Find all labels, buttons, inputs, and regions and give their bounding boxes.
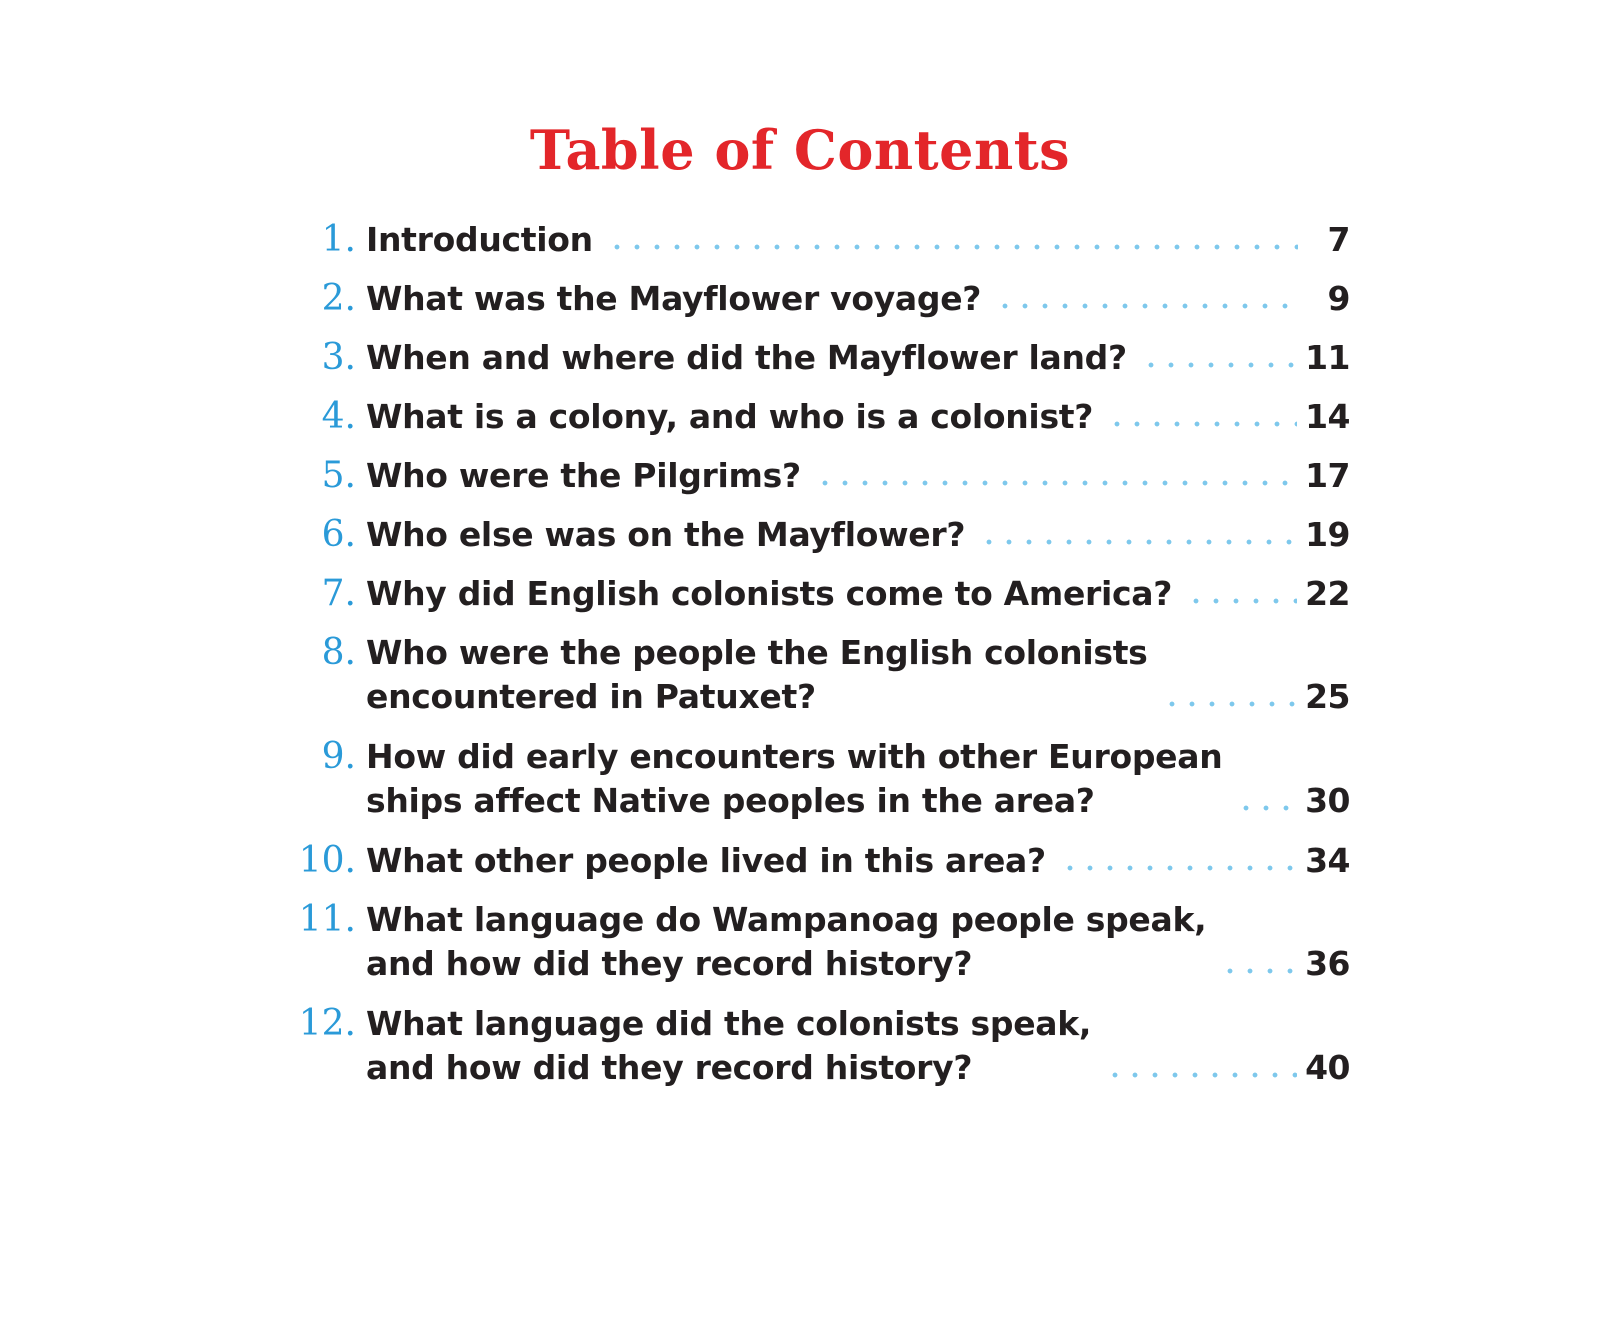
dot-leader [1220, 966, 1297, 976]
dot-leader [1141, 360, 1297, 370]
entry-title: What was the Mayflower voyage? [366, 279, 982, 318]
entry-number: 3. [321, 337, 356, 378]
page-title: Table of Contents [529, 118, 1071, 182]
entry-page: 17 [1305, 456, 1350, 495]
toc-entry-10[interactable] [300, 839, 1350, 883]
entry-title: What is a colony, and who is a colonist? [366, 397, 1094, 436]
entry-title: Who else was on the Mayflower? [366, 515, 966, 554]
entry-number: 7. [321, 573, 356, 614]
entry-number: 12. [298, 1003, 356, 1044]
entry-page: 34 [1305, 841, 1350, 880]
dot-leader [1236, 803, 1297, 813]
entry-title: Who were the people the English colonists encountered in Patuxet? [366, 633, 1148, 716]
dot-leader [979, 537, 1297, 547]
entry-number: 9. [321, 736, 356, 777]
entry-number: 4. [321, 396, 356, 437]
entry-number: 11. [298, 899, 356, 940]
dot-leader [1060, 863, 1297, 873]
dot-leader [995, 301, 1298, 311]
toc-entry-6[interactable] [300, 513, 1350, 557]
entry-page: 40 [1305, 1048, 1350, 1087]
entry-title: How did early encounters with other European ships affect Native peoples in the area? [366, 737, 1223, 820]
entry-number: 5. [321, 455, 356, 496]
entry-title: Introduction [366, 220, 593, 259]
dot-leader [815, 478, 1297, 488]
entry-number: 2. [321, 278, 356, 319]
toc-entry-4[interactable] [300, 395, 1350, 439]
entry-page: 25 [1305, 677, 1350, 716]
entry-title: When and where did the Mayflower land? [366, 338, 1127, 377]
entry-page: 7 [1327, 220, 1350, 259]
entry-number: 6. [321, 514, 356, 555]
dot-leader [1107, 419, 1297, 429]
entry-page: 14 [1305, 397, 1350, 436]
dot-leader [1186, 596, 1297, 606]
toc-entry-3[interactable] [300, 336, 1350, 380]
entry-page: 9 [1327, 279, 1350, 318]
dot-leader [1105, 1070, 1297, 1080]
toc-list [300, 218, 1350, 1106]
entry-page: 30 [1305, 781, 1350, 820]
entry-page: 11 [1305, 338, 1350, 377]
entry-page: 19 [1305, 515, 1350, 554]
toc-entry-12[interactable] [300, 1002, 1350, 1090]
toc-entry-9[interactable] [300, 735, 1350, 823]
toc-entry-5[interactable] [300, 454, 1350, 498]
entry-title: What language do Wampanoag people speak, and how did they record history? [366, 900, 1207, 983]
entry-number: 10. [298, 840, 356, 881]
entry-title: Why did English colonists come to America? [366, 574, 1173, 613]
toc-entry-1[interactable] [300, 218, 1350, 262]
entry-page: 36 [1305, 944, 1350, 983]
entry-title: What language did the colonists speak, and how did they record history? [366, 1004, 1092, 1087]
entry-number: 8. [321, 632, 356, 673]
toc-entry-11[interactable] [300, 898, 1350, 986]
entry-page: 22 [1305, 574, 1350, 613]
entry-title: Who were the Pilgrims? [366, 456, 801, 495]
toc-entry-8[interactable] [300, 631, 1350, 719]
entry-number: 1. [321, 219, 356, 260]
toc-entry-2[interactable] [300, 277, 1350, 321]
entry-title: What other people lived in this area? [366, 841, 1046, 880]
dot-leader [1162, 699, 1298, 709]
dot-leader [607, 242, 1298, 252]
toc-entry-7[interactable] [300, 572, 1350, 616]
